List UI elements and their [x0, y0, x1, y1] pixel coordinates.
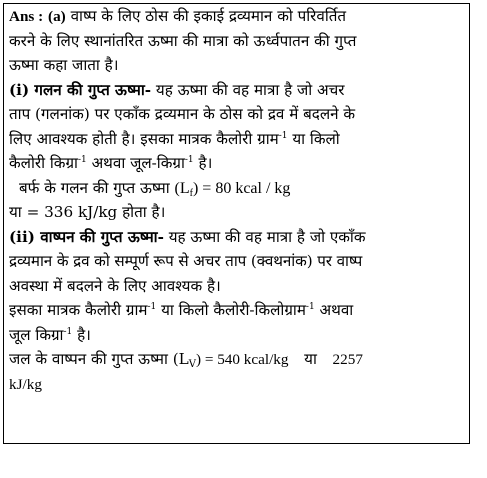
- water-sub: V: [188, 359, 196, 370]
- water-eq: ) = 540 kcal/kg: [195, 351, 289, 368]
- section-ii-line-4: [9, 298, 464, 323]
- section-i-sup-2: -1: [77, 155, 87, 165]
- section-ii-sup-3: -1: [63, 326, 73, 337]
- section-i-line-1: [9, 78, 464, 103]
- ice-formula: [175, 180, 291, 197]
- or-text: या = 336 kJ/kg होता है।: [9, 203, 166, 221]
- answer-line-1: [9, 4, 464, 29]
- answer-part-a: (a): [48, 8, 66, 25]
- section-i-sup-3: -1: [184, 155, 194, 165]
- ice-formula-open: (L: [174, 179, 190, 197]
- section-i-heading: (i) गलन की गुप्त ऊष्मा-: [9, 80, 152, 99]
- section-ii-line-3: [9, 274, 464, 299]
- section-i-text-1: यह ऊष्मा की वह मात्रा है जो अचर: [155, 80, 345, 99]
- section-i-text-4c: है।: [193, 154, 213, 172]
- section-ii-unit-line: [9, 372, 464, 397]
- section-ii-text-2: द्रव्यमान के द्रव को सम्पूर्ण रूप से अचर ताप (क्वथनांक) पर वाष्प: [9, 252, 363, 270]
- section-i-text-3: लिए आवश्यक होती है। इसका मात्रक कैलोरी ग्राम: [9, 129, 279, 148]
- section-ii-line-1: [9, 225, 464, 250]
- section-i-line-2: [9, 102, 464, 127]
- section-ii-text-3: अवस्था में बदलने के लिए आवश्यक है।: [9, 276, 221, 295]
- section-ii-text-4a: इसका मात्रक कैलोरी ग्राम: [9, 301, 148, 319]
- ice-text: बर्फ के गलन की गुप्त ऊष्मा: [19, 178, 170, 197]
- section-ii-text-4c: अथवा: [314, 301, 354, 319]
- answer-line-3: [9, 53, 464, 78]
- answer-line-2: [9, 29, 464, 54]
- section-ii-heading: (ii) वाष्पन की गुप्त ऊष्मा-: [9, 227, 164, 246]
- answer-label: Ans :: [9, 8, 44, 25]
- section-i-line-4: [9, 151, 464, 176]
- ice-formula-close: ) = 80 kcal / kg: [192, 179, 291, 197]
- answer-intro: [9, 4, 346, 29]
- water-unit: kJ/kg: [9, 375, 42, 393]
- section-i-text-4a: कैलोरी किग्रा: [9, 154, 78, 172]
- water-or: या: [304, 350, 317, 368]
- answer-text-3: ऊष्मा कहा जाता है।: [9, 56, 119, 74]
- section-ii-sup-2: -1: [305, 302, 315, 312]
- section-i-text-4b: अथवा जूल-किग्रा: [86, 154, 185, 172]
- section-i-text-2: ताप (गलनांक) पर एकाँक द्रव्यमान के ठोस को द्रव में बदलने के: [9, 105, 356, 123]
- water-text: जल के वाष्पन की गुप्त ऊष्मा (L: [9, 350, 189, 368]
- answer-box: [3, 3, 470, 444]
- section-ii-text-4b: या किलो कैलोरी-किलोग्राम: [156, 301, 306, 319]
- water-val: 2257: [332, 351, 363, 368]
- section-ii-text-5b: है।: [72, 325, 91, 344]
- section-ii-water-line: [9, 347, 464, 372]
- section-i-text-3-end: या किलो: [287, 129, 340, 148]
- section-i-sup-1: -1: [278, 130, 288, 141]
- section-i-line-3: [9, 127, 464, 152]
- ice-formula-sub: f: [189, 187, 193, 199]
- answer-text-2: करने के लिए स्थानांतरित ऊष्मा की मात्रा को ऊर्ध्वपातन की गुप्त: [9, 31, 357, 50]
- section-ii-text-5a: जूल किग्रा: [9, 325, 64, 344]
- section-i-or-line: [9, 200, 464, 225]
- section-ii-line-5: [9, 323, 464, 348]
- answer-text-1: वाष्प के लिए ठोस की इकाई द्रव्यमान को परिवर्तित: [70, 7, 347, 25]
- section-ii-sup-1: -1: [147, 302, 157, 312]
- section-i-ice-line: [9, 176, 464, 201]
- section-ii-text-1: यह ऊष्मा की वह मात्रा है जो एकाँक: [168, 227, 366, 246]
- section-ii-line-2: [9, 249, 464, 274]
